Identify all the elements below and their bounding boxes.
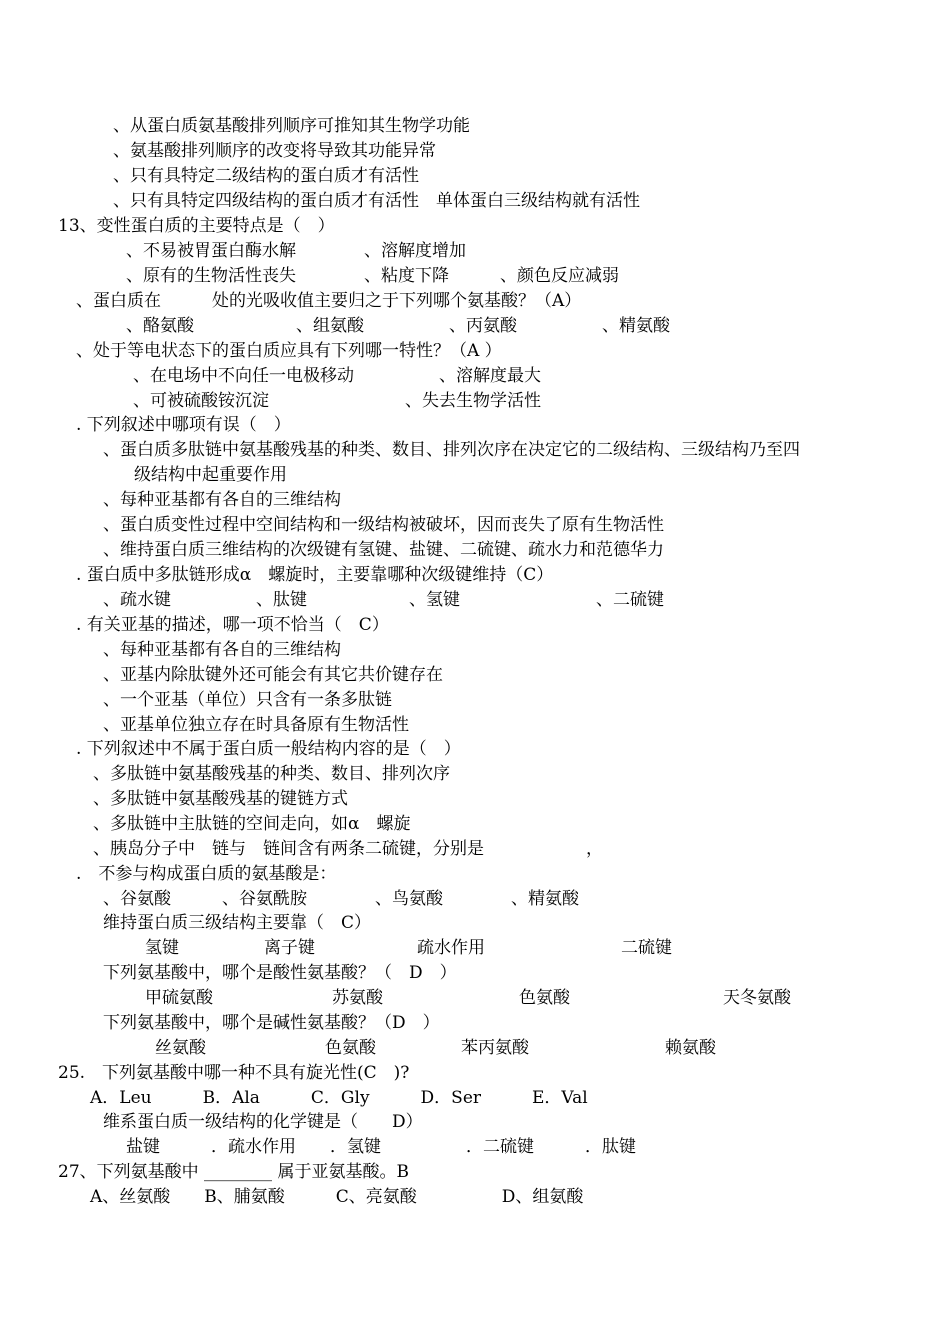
text-line: 、疏水键 、肽键 、氢键 、二硫键 [103, 590, 664, 610]
text-line: 盐键 ．疏水作用 ．氢键 ．二硫键 ．肽键 [126, 1137, 636, 1157]
question-line: 25. 下列氨基酸中哪一种不具有旋光性(C )? [58, 1063, 410, 1083]
text-line: 、不易被胃蛋白酶水解 、溶解度增加 [126, 241, 466, 261]
text-line: 、在电场中不向任一电极移动 、溶解度最大 [133, 366, 541, 386]
text-line: 、从蛋白质氨基酸排列顺序可推知其生物学功能 [113, 116, 470, 136]
text-line: 、原有的生物活性丧失 、粘度下降 、颜色反应减弱 [126, 266, 619, 286]
question-line: 、蛋白质在 处的光吸收值主要归之于下列哪个氨基酸？（A） [76, 291, 582, 311]
text-line: 、蛋白质变性过程中空间结构和一级结构被破坏，因而丧失了原有生物活性 [103, 515, 664, 535]
text-line: 、一个亚基（单位）只含有一条多肽链 [103, 690, 392, 710]
question-line: . 下列叙述中不属于蛋白质一般结构内容的是（ ） [76, 739, 461, 759]
question-line: 13、变性蛋白质的主要特点是（ ） [58, 216, 335, 236]
question-line: 下列氨基酸中，哪个是碱性氨基酸？（D ） [103, 1013, 440, 1033]
question-line: 下列氨基酸中，哪个是酸性氨基酸？（ D ） [103, 963, 457, 983]
text-line: 、胰岛分子中 链与 链间含有两条二硫键，分别是 ， [93, 839, 603, 859]
text-line: 、谷氨酸 、谷氨酰胺 、鸟氨酸 、精氨酸 [103, 889, 579, 909]
question-line: . 下列叙述中哪项有误（ ） [76, 415, 291, 435]
text-line: 、只有具特定四级结构的蛋白质才有活性 单体蛋白三级结构就有活性 [113, 191, 640, 211]
text-line: A、丝氨酸 B、脯氨酸 C、亮氨酸 D、组氨酸 [90, 1187, 584, 1207]
question-line: 维系蛋白质一级结构的化学键是（ D） [103, 1112, 423, 1132]
text-line: 、氨基酸排列顺序的改变将导致其功能异常 [113, 141, 436, 161]
text-line: 、多肽链中主肽链的空间走向，如α 螺旋 [93, 814, 411, 834]
text-line: 、每种亚基都有各自的三维结构 [103, 490, 341, 510]
text-line: 、多肽链中氨基酸残基的种类、数目、排列次序 [93, 764, 450, 784]
text-line: 、亚基内除肽键外还可能会有其它共价键存在 [103, 665, 443, 685]
text-line: 甲硫氨酸 苏氨酸 色氨酸 天冬氨酸 [145, 988, 791, 1008]
text-line: 、多肽链中氨基酸残基的键链方式 [93, 789, 348, 809]
text-line: 、每种亚基都有各自的三维结构 [103, 640, 341, 660]
question-line: 27、下列氨基酸中 ________ 属于亚氨基酸。B [58, 1162, 409, 1182]
text-line: 、可被硫酸铵沉淀 、失去生物学活性 [133, 391, 541, 411]
question-line: 维持蛋白质三级结构主要靠（ C） [103, 913, 372, 933]
question-line: . 不参与构成蛋白质的氨基酸是： [76, 864, 337, 884]
text-line: A．Leu B．Ala C．Gly D．Ser E．Val [90, 1088, 588, 1108]
question-line: . 蛋白质中多肽链形成α 螺旋时，主要靠哪种次级键维持（C） [76, 565, 554, 585]
text-line: 氢键 离子键 疏水作用 二硫键 [145, 938, 672, 958]
question-line: 、处于等电状态下的蛋白质应具有下列哪一特性？（A ） [76, 341, 502, 361]
text-line: 、亚基单位独立存在时具备原有生物活性 [103, 715, 409, 735]
text-line: 级结构中起重要作用 [134, 465, 287, 485]
text-line: 、蛋白质多肽链中氨基酸残基的种类、数目、排列次序在决定它的二级结构、三级结构乃至四 [103, 440, 800, 460]
question-line: . 有关亚基的描述，哪一项不恰当（ C） [76, 615, 389, 635]
text-line: 、只有具特定二级结构的蛋白质才有活性 [113, 166, 419, 186]
text-line: 丝氨酸 色氨酸 苯丙氨酸 赖氨酸 [155, 1038, 716, 1058]
text-line: 、维持蛋白质三维结构的次级键有氢键、盐键、二硫键、疏水力和范德华力 [103, 540, 664, 560]
text-line: 、酪氨酸 、组氨酸 、丙氨酸 、精氨酸 [126, 316, 670, 336]
